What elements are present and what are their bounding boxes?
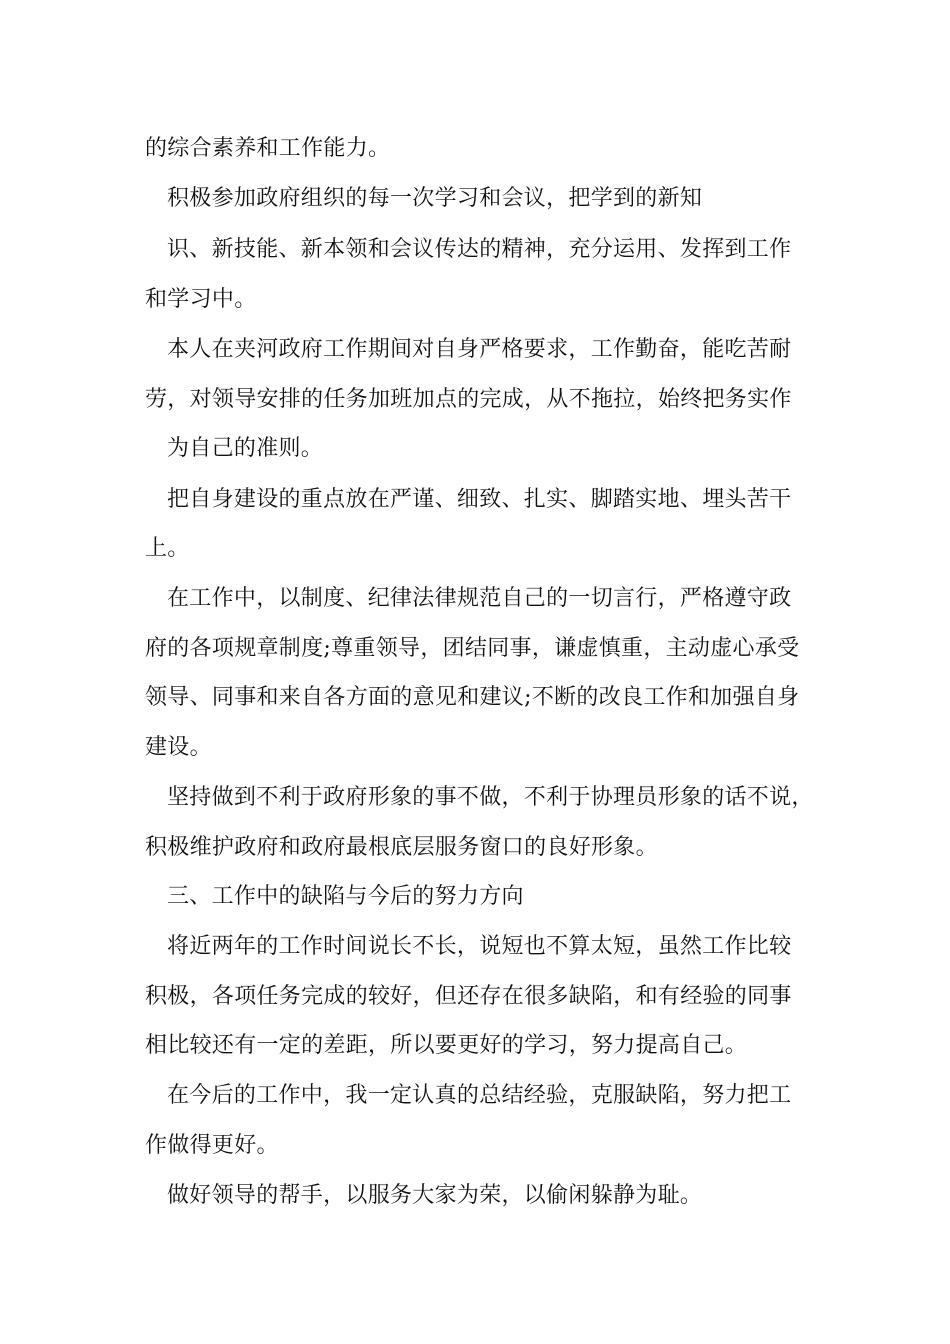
text-line: 上。 — [145, 536, 190, 561]
text-line: 府的各项规章制度;尊重领导，团结同事，谦虚慎重，主动虚心承受 — [145, 636, 800, 661]
text-line: 为自己的准则。 — [167, 436, 324, 461]
text-line: 建设。 — [145, 735, 212, 760]
section-heading: 三、工作中的缺陷与今后的努力方向 — [167, 884, 524, 909]
text-line: 劳，对领导安排的任务加班加点的完成，从不拖拉，始终把务实作 — [145, 387, 792, 412]
text-line: 把自身建设的重点放在严谨、细致、扎实、脚踏实地、埋头苦干 — [167, 487, 792, 512]
text-line: 领导、同事和来自各方面的意见和建议;不断的改良工作和加强自身 — [145, 685, 800, 710]
text-line: 的综合素养和工作能力。 — [145, 136, 391, 161]
text-line: 积极维护政府和政府最根底层服务窗口的良好形象。 — [145, 835, 658, 860]
text-line: 本人在夹河政府工作期间对自身严格要求，工作勤奋，能吃苦耐 — [167, 337, 792, 362]
text-line: 识、新技能、新本领和会议传达的精神，充分运用、发挥到工作 — [167, 237, 792, 262]
text-line: 作做得更好。 — [145, 1133, 279, 1158]
text-line: 做好领导的帮手，以服务大家为荣，以偷闲躲静为耻。 — [167, 1183, 703, 1208]
text-line: 相比较还有一定的差距，所以要更好的学习，努力提高自己。 — [145, 1033, 748, 1058]
text-line: 和学习中。 — [145, 287, 257, 312]
text-line: 在今后的工作中，我一定认真的总结经验，克服缺陷，努力把工 — [167, 1083, 792, 1108]
text-line: 将近两年的工作时间说长不长，说短也不算太短，虽然工作比较 — [167, 934, 792, 959]
text-line: 积极，各项任务完成的较好，但还存在很多缺陷，和有经验的同事 — [145, 984, 792, 1009]
text-line: 坚持做到不利于政府形象的事不做，不利于协理员形象的话不说， — [167, 785, 814, 810]
text-line: 在工作中，以制度、纪律法律规范自己的一切言行，严格遵守政 — [167, 586, 792, 611]
text-line: 积极参加政府组织的每一次学习和会议，把学到的新知 — [167, 186, 703, 211]
